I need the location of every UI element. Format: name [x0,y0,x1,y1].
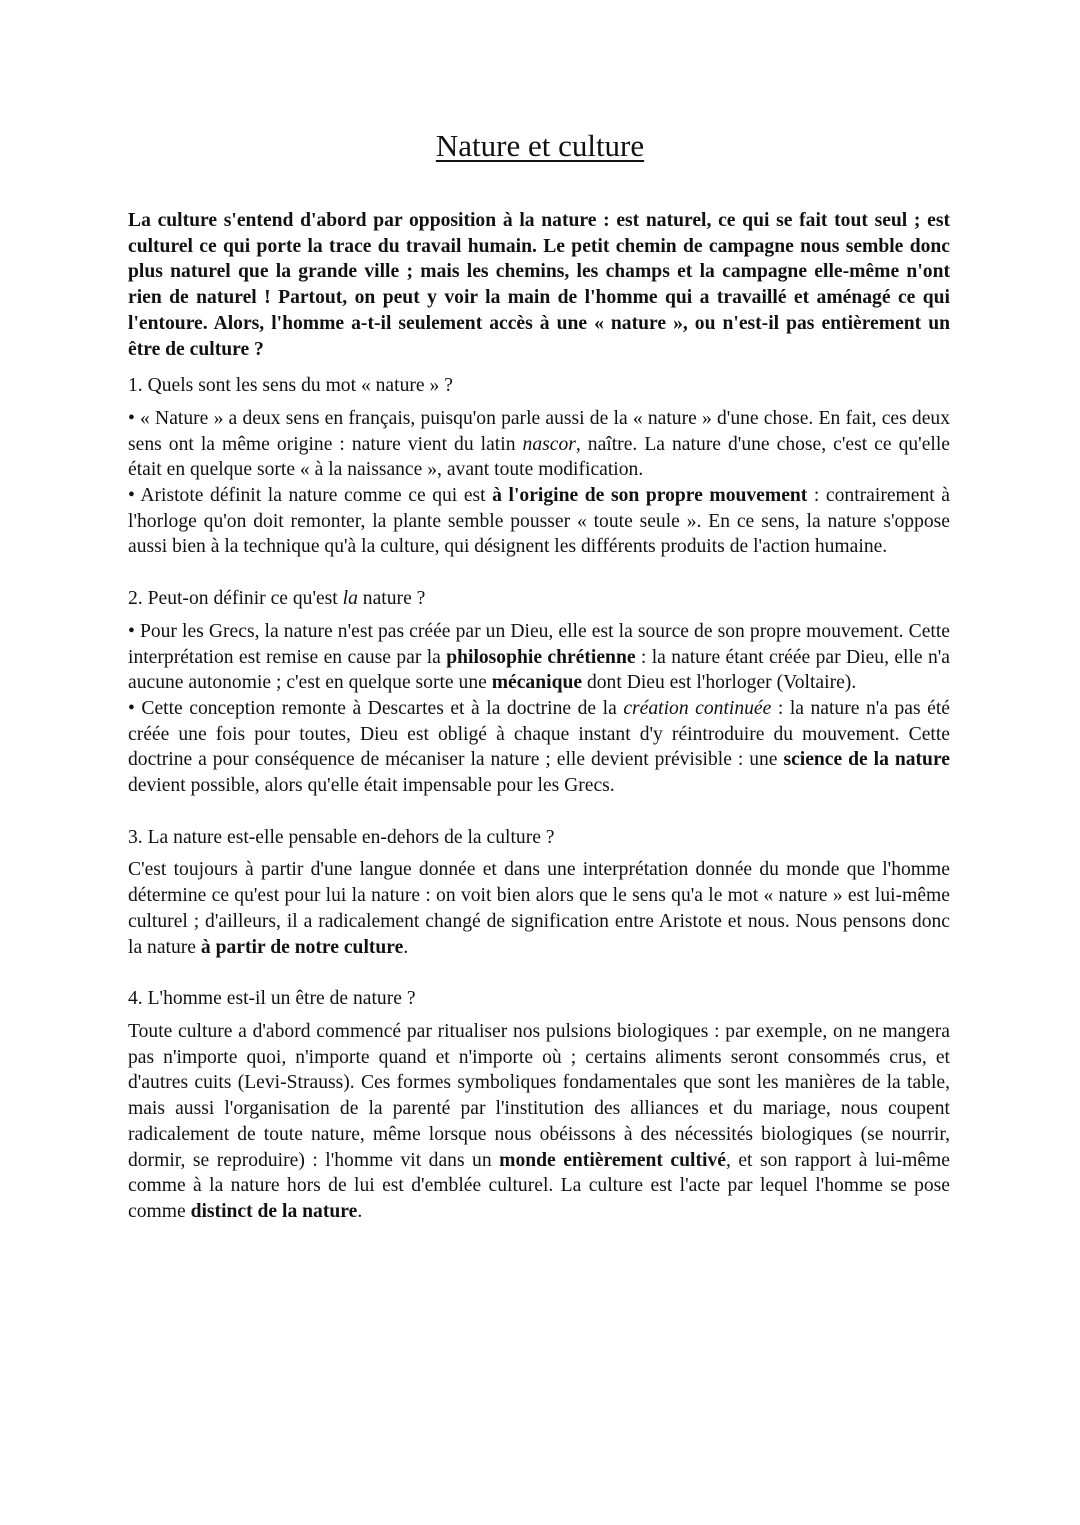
section-1-question: 1. Quels sont les sens du mot « nature » ? [128,375,453,397]
emphasis: mécanique [491,672,583,694]
latin-word: nascor [522,433,576,455]
section-3-question: 3. La nature est-elle pensable en-dehors de la culture ? [128,826,555,848]
section-3-paragraph: C'est toujours à partir d'une langue donnée et dans une interprétation donnée du monde que l'homme détermine ce qu'est pour lui la nature : on voit bien alors que le sens qu'a le mot « nature » est lui-même culturel ; d'ailleurs, il a radicalement changé de signification entre Aristote et nous. Nous pensons donc la nature à partir de notre culture. [128,859,950,958]
page-title: Nature et culture [435,128,645,163]
section-1-bullet-1: • « Nature » a deux sens en français, puisqu'on parle aussi de la « nature » d'une chose. En fait, ces deux sens ont la même origine : nature vient du latin nascor, naître. La nature d'une chose, c'est ce qu'elle était en quelque sorte « à la naissance », avant toute modification. [128,407,950,481]
emphasis: à l'origine de son propre mouvement [492,485,808,507]
document-body [128,208,950,1225]
section-4-paragraph: Toute culture a d'abord commencé par ritualiser nos pulsions biologiques : par exemple, on ne mangera pas n'importe quoi, n'importe quand et n'importe où ; certains aliments seront consommés crus, et d'autres cuits (Levi-Strauss). Ces formes symboliques fondamentales que sont les manières de la table, mais aussi l'organisation de la parenté par l'institution des alliances et du mariage, nous coupent radicalement de toute nature, même lorsque nous obéissons à des nécessités biologiques (se nourrir, dormir, se reproduire) : l'homme vit dans un monde entièrement cultivé, et son rapport à lui-même comme à la nature hors de lui est d'emblée culturel. La culture est l'acte par lequel l'homme se pose comme distinct de la nature. [128,1020,950,1222]
section-2-bullet-2: • Cette conception remonte à Descartes et à la doctrine de la création continuée : la nature n'a pas été créée une fois pour toutes, Dieu est obligé à chaque instant d'y réintroduire du mouvement. Cette doctrine a pour conséquence de mécaniser la nature ; elle devient prévisible : une science de la nature devient possible, alors qu'elle était impensable pour les Grecs. [128,697,950,797]
italic-term: création continuée [623,697,772,719]
section-1-bullet-2: • Aristote définit la nature comme ce qui est à l'origine de son propre mouvement : contrairement à l'horloge qu'on doit remonter, la plante semble pousser « toute seule ». En ce sens, la nature s'oppose aussi bien à la technique qu'à la culture, qui désignent les différents produits de l'action humaine. [128,485,950,558]
emphasis: philosophie chrétienne [446,646,636,668]
emphasis: à partir de notre culture [200,936,404,958]
emphasis: science de la nature [783,749,950,771]
section-2-bullet-1: • Pour les Grecs, la nature n'est pas créée par un Dieu, elle est la source de son propre mouvement. Cette interprétation est remise en cause par la philosophie chrétienne : la nature étant créée par Dieu, elle n'a aucune autonomie ; c'est en quelque sorte une mécanique dont Dieu est l'horloger (Voltaire). [128,620,950,694]
emphasis: distinct de la nature [190,1200,358,1222]
emphasis: monde entièrement cultivé [499,1149,726,1171]
intro-paragraph: La culture s'entend d'abord par opposition à la nature : est naturel, ce qui se fait tout seul ; est culturel ce qui porte la trace du travail humain. Le petit chemin de campagne nous semble donc plus naturel que la grande ville ; mais les chemins, les champs et la campagne elle-même n'ont rien de naturel ! Partout, on peut y voir la main de l'homme qui a travaillé et aménagé ce qui l'entoure. Alors, l'homme a-t-il seulement accès à une « nature », ou n'est-il pas entièrement un être de culture ? [128,210,950,360]
section-2-question: 2. Peut-on définir ce qu'est la nature ? [128,588,426,610]
section-4-question: 4. L'homme est-il un être de nature ? [128,988,416,1010]
